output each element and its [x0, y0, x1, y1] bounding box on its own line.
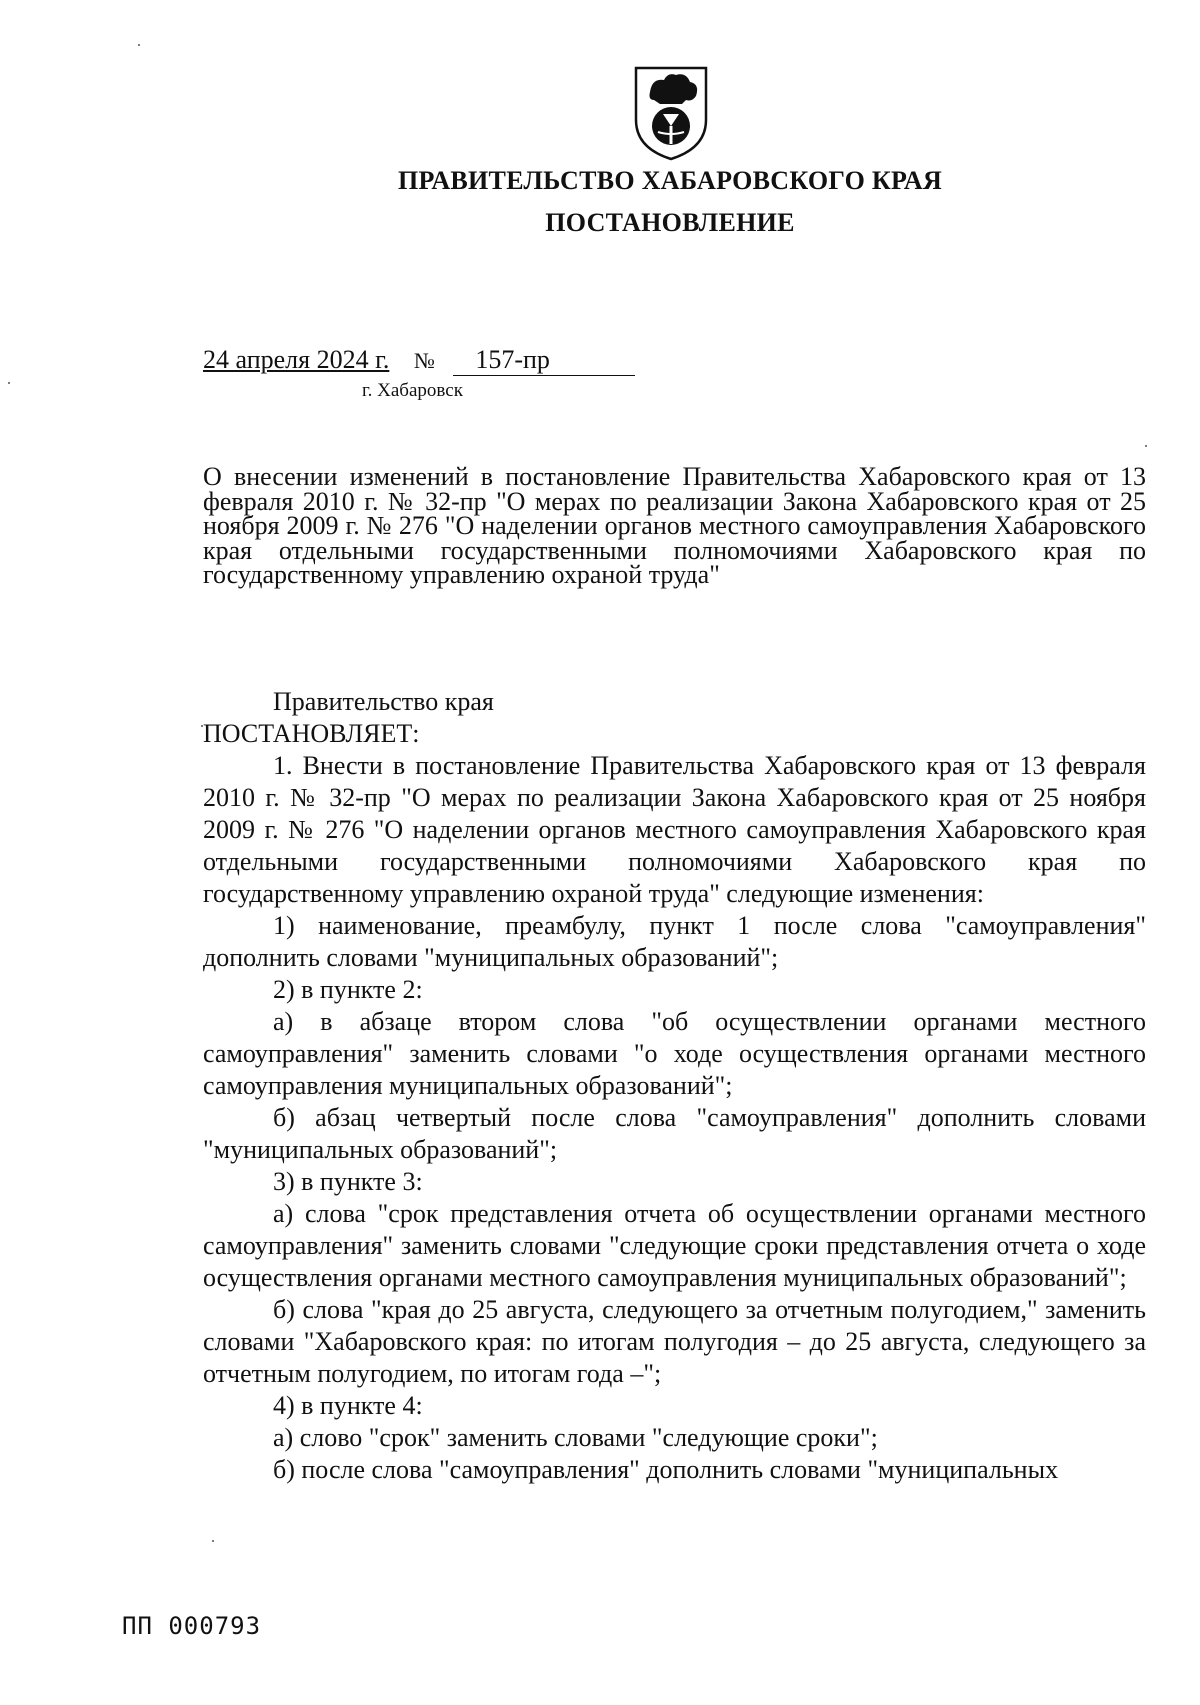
government-name: ПРАВИТЕЛЬСТВО ХАБАРОВСКОГО КРАЯ [397, 166, 943, 195]
paragraph: б) слова "края до 25 августа, следующего за отчетным полугодием," заменить словами "Хабаровского края: по итогам полугодия – до 25 августа, следующего за отчетным полугодием, по итогам года –"; [203, 1295, 1146, 1388]
paragraph: 3) в пункте 3: [273, 1167, 423, 1196]
number-sign: № [413, 348, 435, 373]
paragraph: б) абзац четвертый после слова "самоуправления" дополнить словами "муниципальных образований"; [203, 1103, 1146, 1164]
date-number-line [203, 345, 635, 376]
scan-speck [8, 382, 10, 384]
document-number: 157-пр [453, 345, 635, 376]
scan-speck [212, 1540, 214, 1542]
preamble-resolves: ПОСТАНОВЛЯЕТ: [203, 719, 420, 748]
paragraph: 2) в пункте 2: [273, 975, 423, 1004]
scan-speck [1145, 445, 1147, 447]
document-date: 24 апреля 2024 г. [203, 345, 390, 374]
paragraph: а) слово "срок" заменить словами "следующие сроки"; [273, 1423, 878, 1452]
paragraph: а) в абзаце втором слова "об осуществлении органами местного самоуправления" заменить словами "о ходе осуществления органами местного самоуправления муниципальных образований"; [203, 1007, 1146, 1100]
document-body [203, 686, 1146, 1486]
scan-speck [201, 725, 203, 727]
paragraph: б) после слова "самоуправления" дополнить словами "муниципальных [273, 1455, 1059, 1484]
coat-of-arms-icon [630, 62, 712, 162]
paragraph: а) слова "срок представления отчета об осуществлении органами местного самоуправления" заменить словами "следующие сроки представления отчета о ходе осуществления органами местного самоуправления муниципальных образований"; [203, 1199, 1146, 1292]
document-type: ПОСТАНОВЛЕНИЕ [545, 208, 795, 237]
paragraph: 1. Внести в постановление Правительства Хабаровского края от 13 февраля 2010 г. № 32-пр "О мерах по реализации Закона Хабаровского края от 25 ноября 2009 г. № 276 "О наделении органов местного самоуправления Хабаровского края отдельными государственными полномочиями Хабаровского края по государственному управлению охраной труда" следующие изменения: [203, 751, 1146, 908]
document-subject: О внесении изменений в постановление Правительства Хабаровского края от 13 февраля 2010 г. № 32-пр "О мерах по реализации Закона Хабаровского края от 25 ноября 2009 г. № 276 "О наделении органов местного самоуправления Хабаровского края отдельными государственными полномочиями Хабаровского края по государственному управлению охраной труда" [203, 462, 1146, 589]
form-serial-code: ПП 000793 [122, 1612, 262, 1640]
scan-speck [138, 44, 140, 46]
paragraph: 1) наименование, преамбулу, пункт 1 после слова "самоуправления" дополнить словами "муниципальных образований"; [203, 911, 1146, 972]
preamble-line: Правительство края [273, 687, 494, 716]
paragraph: 4) в пункте 4: [273, 1391, 423, 1420]
document-city: г. Хабаровск [362, 380, 463, 401]
